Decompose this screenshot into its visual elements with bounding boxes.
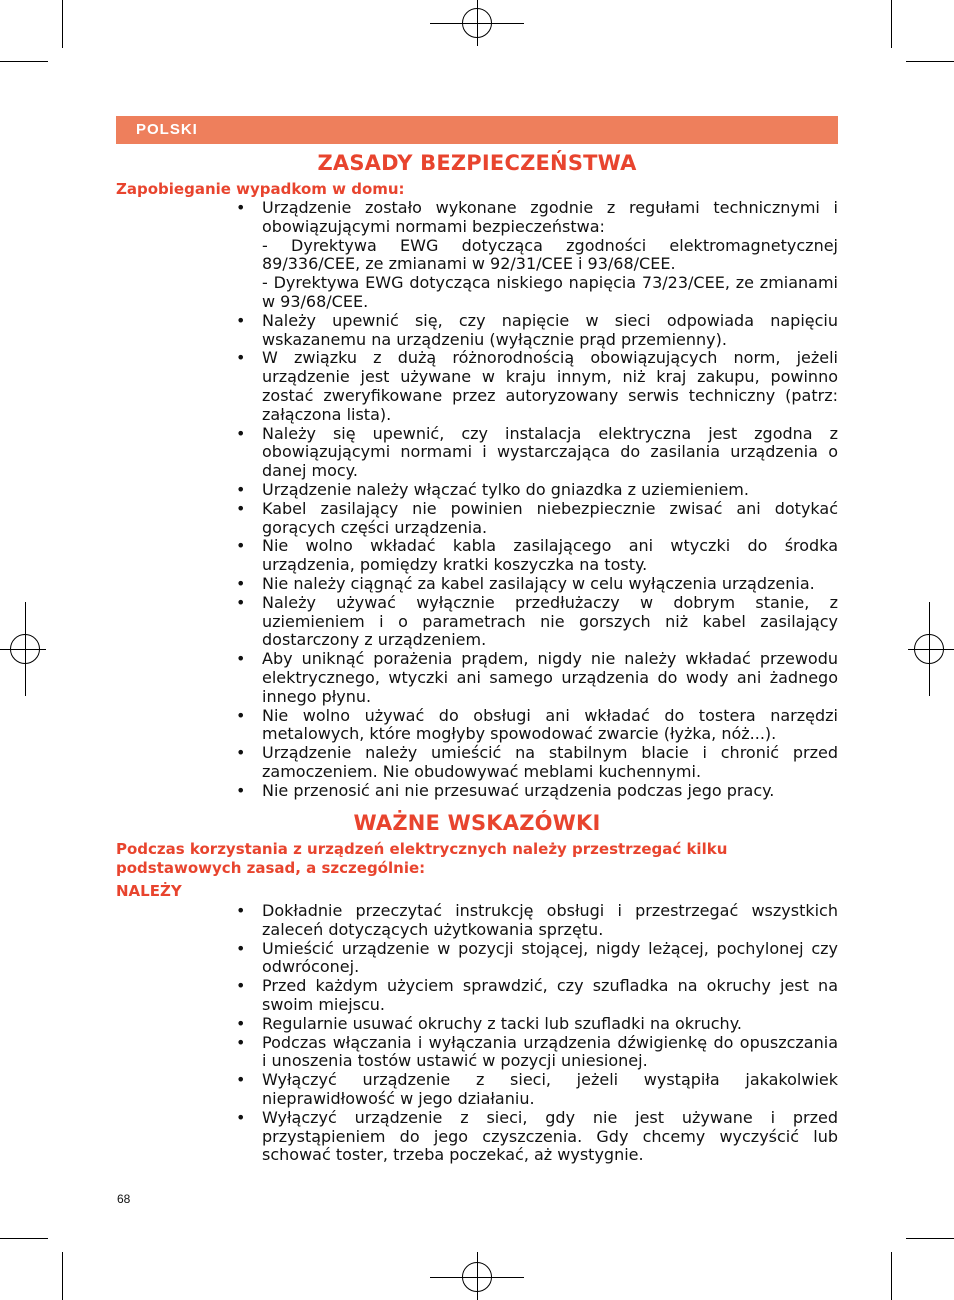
list-item <box>236 349 838 424</box>
registration-line <box>929 602 930 696</box>
safety-title: ZASADY BEZPIECZEŃSTWA <box>317 151 637 175</box>
registration-line <box>25 602 26 696</box>
safety-list <box>236 199 838 801</box>
list-item <box>236 199 838 312</box>
list-item <box>236 1109 838 1165</box>
list-item <box>236 1034 838 1072</box>
list-item-subtext: - Dyrektywa EWG dotycząca zgodności elektromagnetycznej 89/336/CEE, ze zmianami w 92/31/CEE i 93/68/CEE. <box>262 235 838 274</box>
crop-mark <box>0 1238 48 1239</box>
list-item <box>236 425 838 481</box>
registration-line <box>477 0 478 46</box>
registration-line <box>0 649 46 650</box>
list-item-text: Nie wolno wkładać kabla zasilającego ani wtyczki do środka urządzenia, pomiędzy kratki koszyczka na tosty. <box>262 536 838 575</box>
list-item-text: Urządzenie należy umieścić na stabilnym blacie i chronić przed zamoczeniem. Nie obudowywać meblami kuchennymi. <box>262 743 838 781</box>
list-item-text: Nie należy ciągnąć za kabel zasilający w celu wyłączenia urządzenia. <box>262 573 815 593</box>
list-item-text: Należy upewnić się, czy napięcie w sieci odpowiada napięciu wskazanemu na urządzeniu (wyłącznie prąd przemienny). <box>262 310 838 349</box>
list-item-text: W związku z dużą różnorodnością obowiązujących norm, jeżeli urządzenie jest używane w kraju innym, niż kraj zakupu, powinno zostać zweryfikowane przez autoryzowany serwis techniczny (patrz: załączona lista). <box>262 348 838 424</box>
list-item <box>236 481 838 500</box>
list-item-text: Urządzenie należy włączać tylko do gniazdka z uziemieniem. <box>262 479 749 499</box>
list-item <box>236 500 838 538</box>
registration-line <box>477 1252 478 1300</box>
list-item-text: Aby uniknąć porażenia prądem, nigdy nie należy wkładać przewodu elektrycznego, wtyczki ani samego urządzenia do wody ani żadnego innego płynu. <box>262 649 838 706</box>
list-item-text: Nie wolno używać do obsługi ani wkładać do tostera narzędzi metalowych, które mogłyby spowodować zwarcie (łyżka, nóż...). <box>262 705 838 744</box>
language-bar: POLSKI <box>116 116 838 144</box>
list-item-text: Nie przenosić ani nie przesuwać urządzenia podczas jego pracy. <box>262 780 775 800</box>
list-item <box>236 977 838 1015</box>
list-item-text: Urządzenie zostało wykonane zgodnie z regułami technicznymi i obowiązującymi normami bezpieczeństwa: <box>262 198 838 236</box>
list-item <box>236 1071 838 1109</box>
list-item <box>236 594 838 650</box>
list-item <box>236 650 838 706</box>
list-item-text: Należy się upewnić, czy instalacja elektryczna jest zgodna z obowiązującymi normami i wystarczająca do zasilania urządzenia o danej mocy. <box>262 423 838 481</box>
crop-mark <box>62 0 63 48</box>
list-item <box>236 707 838 745</box>
crop-mark <box>906 1238 954 1239</box>
list-item <box>236 744 838 782</box>
list-item-text: Podczas włączania i wyłączania urządzenia dźwigienkę do opuszczania i unoszenia tostów ustawić w pozycji uniesionej. <box>262 1032 838 1071</box>
must-subheading: NALEŻY <box>116 882 182 900</box>
crop-mark <box>891 0 892 48</box>
list-item-text: Przed każdym użyciem sprawdzić, czy szufladka na okruchy jest na swoim miejscu. <box>262 976 838 1014</box>
list-item <box>236 537 838 575</box>
list-item <box>236 940 838 978</box>
list-item <box>236 1015 838 1034</box>
important-tips-title: WAŻNE WSKAZÓWKI <box>353 811 601 835</box>
crop-mark <box>891 1252 892 1300</box>
list-item-text: Regularnie usuwać okruchy z tacki lub szufladki na okruchy. <box>262 1013 742 1033</box>
page-number: 68 <box>117 1192 131 1206</box>
tips-list <box>236 902 838 1165</box>
crop-mark <box>62 1252 63 1300</box>
list-item-text: Dokładnie przeczytać instrukcję obsługi i przestrzegać wszystkich zaleceń dotyczących użytkowania sprzętu. <box>262 901 838 939</box>
list-item <box>236 575 838 594</box>
important-tips-intro: Podczas korzystania z urządzeń elektrycznych należy przestrzegać kilku podstawowych zasad, a szczególnie: <box>116 840 728 877</box>
registration-line <box>908 649 954 650</box>
crop-mark <box>906 61 954 62</box>
list-item-text: Wyłączyć urządzenie z sieci, jeżeli wystąpiła jakakolwiek nieprawidłowość w jego działaniu. <box>262 1070 838 1108</box>
crop-mark <box>0 61 48 62</box>
list-item-text: Kabel zasilający nie powinien niebezpiecznie zwisać ani dotykać gorących części urządzenia. <box>262 498 838 537</box>
list-item <box>236 782 838 801</box>
list-item-subtext: - Dyrektywa EWG dotycząca niskiego napięcia 73/23/CEE, ze zmianami w 93/68/CEE. <box>262 273 838 311</box>
list-item <box>236 312 838 350</box>
accident-prevention-subtitle: Zapobieganie wypadkom w domu: <box>116 180 405 198</box>
list-item <box>236 902 838 940</box>
list-item-text: Należy używać wyłącznie przedłużaczy w dobrym stanie, z uziemieniem i o parametrach nie gorszych niż kabel zasilający dostarczony z urządzeniem. <box>262 592 838 650</box>
list-item-text: Wyłączyć urządzenie z sieci, gdy nie jest używane i przed przystąpieniem do jego czyszczenia. Gdy chcemy wyczyścić lub schować toster, trzeba poczekać, aż wystygnie. <box>262 1107 838 1165</box>
list-item-text: Umieścić urządzenie w pozycji stojącej, nigdy leżącej, pochylonej czy odwróconej. <box>262 938 838 977</box>
